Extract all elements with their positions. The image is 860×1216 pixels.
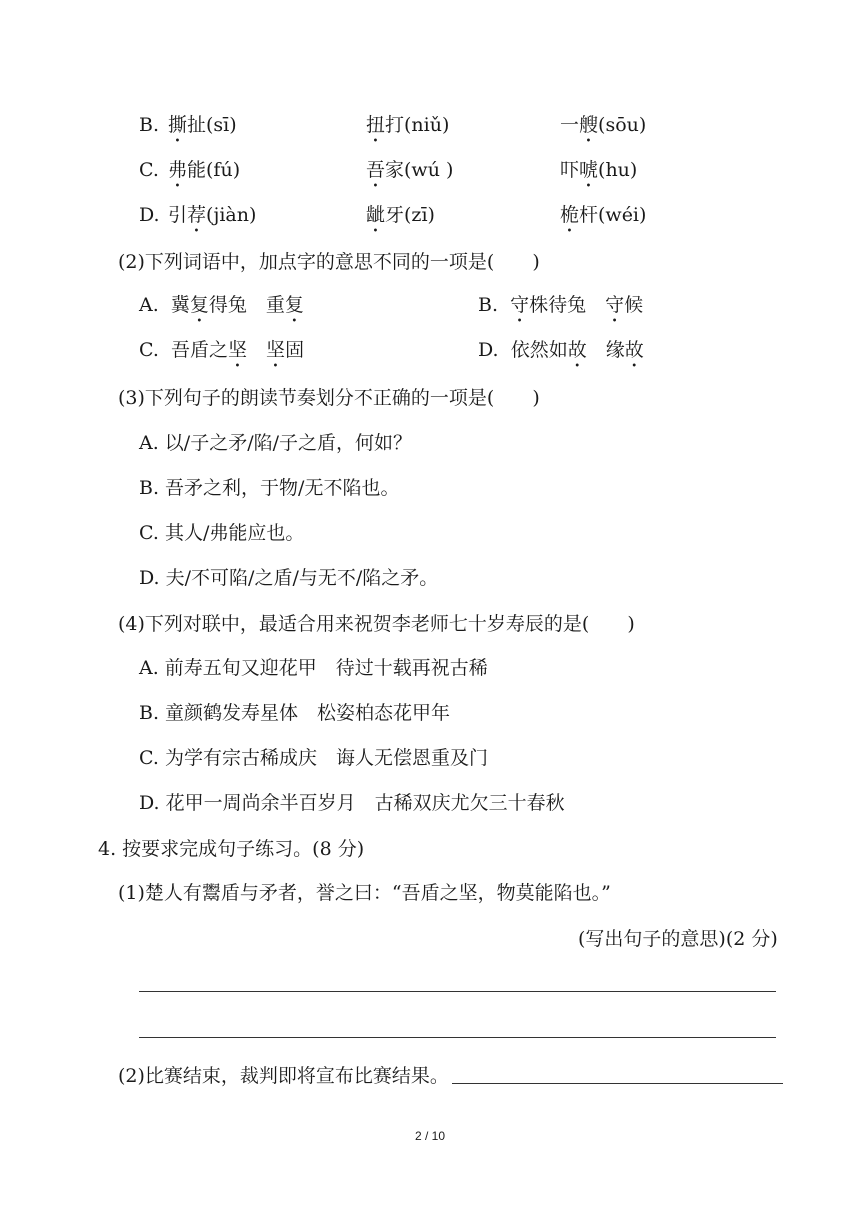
option-c-word-3: 吓唬(hu) [560,159,638,181]
option-d-word-3: 桅杆(wéi) [560,204,647,226]
answer-line-1[interactable] [139,991,776,992]
q3-4-option-a: A. 前寿五旬又迎花甲 待过十载再祝古稀 [139,657,488,679]
question-4-1-note: (写出句子的意思)(2 分) [578,928,778,950]
option-d-label: D. [139,204,160,226]
q3-2-option-b: B. 守株待兔 守候 [478,294,644,316]
option-c-label: C. [139,159,159,181]
q3-4-option-d: D. 花甲一周尚余半百岁月 古稀双庆尤欠三十春秋 [139,792,565,814]
option-d-word-2: 龇牙(zī) [366,204,435,226]
q3-3-option-a: A. 以/子之矛/陷/子之盾，何如？ [139,432,413,454]
question-4-heading: 4. 按要求完成句子练习。(8 分) [98,838,365,860]
option-b-label: B. [139,114,160,136]
q3-2-option-c: C. 吾盾之坚 坚固 [139,339,305,361]
option-b-word-1: 撕扯(sī) [168,114,237,136]
answer-line-3[interactable] [452,1083,783,1084]
question-3-4-stem: (4)下列对联中，最适合用来祝贺李老师七十岁寿辰的是( ) [118,613,635,635]
q3-3-option-b: B. 吾矛之利，于物/无不陷也。 [139,477,400,499]
question-3-2-stem: (2)下列词语中，加点字的意思不同的一项是( ) [118,251,540,273]
option-c-word-2: 吾家(wú ) [366,159,454,181]
answer-line-2[interactable] [139,1037,776,1038]
question-4-2-stem: (2)比赛结束，裁判即将宣布比赛结果。 [118,1065,449,1087]
page-number: 2 / 10 [414,1129,446,1143]
option-b-word-3: 一艘(sōu) [560,114,647,136]
q3-4-option-c: C. 为学有宗古稀成庆 诲人无偿恩重及门 [139,747,488,769]
q3-3-option-d: D. 夫/不可陷/之盾/与无不/陷之矛。 [139,567,439,589]
q3-2-option-d: D. 依然如故 缘故 [478,339,644,361]
question-4-1-stem: (1)楚人有鬻盾与矛者，誉之曰：“吾盾之坚，物莫能陷也。” [118,882,611,904]
q3-2-option-a: A. 冀复得兔 重复 [139,294,304,316]
q3-4-option-b: B. 童颜鹤发寿星体 松姿柏态花甲年 [139,702,451,724]
option-d-word-1: 引荐(jiàn) [168,204,257,226]
q3-3-option-c: C. 其人/弗能应也。 [139,522,305,544]
option-c-word-1: 弗能(fú) [168,159,241,181]
question-3-3-stem: (3)下列句子的朗读节奏划分不正确的一项是( ) [118,387,540,409]
option-b-word-2: 扭打(niǔ) [366,114,450,136]
